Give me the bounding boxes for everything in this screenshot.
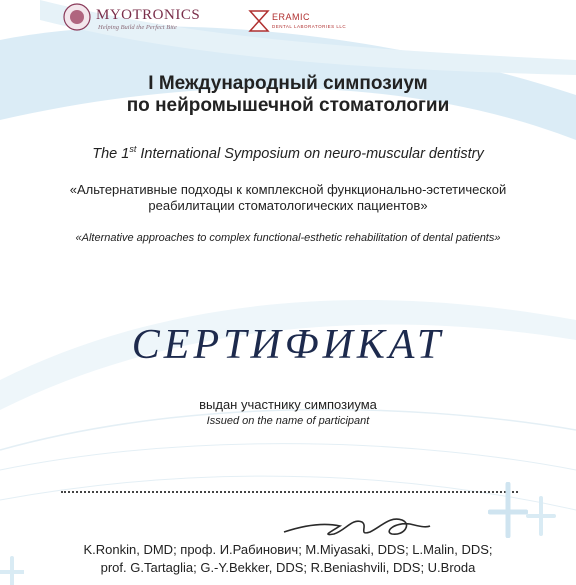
ceramic-brand: ERAMIC: [272, 12, 311, 22]
myotronics-tagline: Helping Build the Perfect Bite: [98, 24, 177, 31]
certificate-heading: СЕРТИФИКАТ: [131, 322, 445, 368]
participant-name-line: [61, 491, 518, 493]
decorative-cross-icon: [488, 482, 528, 538]
symposium-title-ru: I Международный симпозиум по нейромышечной стоматологии: [126, 73, 450, 116]
signature-scribble: [282, 508, 432, 542]
symposium-title-en: [0, 144, 576, 162]
ceramic-hourglass-icon: [246, 8, 272, 34]
myotronics-brand: MYOTRONICS: [96, 7, 201, 23]
decorative-cross-icon: [526, 496, 556, 536]
ceramic-logo: [232, 2, 392, 42]
myotronics-seal-icon: [62, 2, 92, 32]
organizers-line-1: K.Ronkin, DMD; проф. И.Рабинович; M.Miyasaki, DDS; L.Malin, DDS;: [83, 542, 493, 557]
symposium-subtitle-ru: «Альтернативные подходы к комплексной функционально-эстетической реабилитации стоматологических пациентов»: [69, 182, 507, 213]
myotronics-logo: [62, 2, 201, 42]
ceramic-subtitle: DENTAL LABORATORIES LLC: [272, 24, 347, 29]
title-en-prefix: The 1: [92, 145, 130, 162]
title-en-rest: International Symposium on neuro-muscular dentistry: [136, 145, 484, 162]
issued-text-ru: выдан участнику симпозиума: [199, 397, 377, 412]
organizers-list: [0, 541, 576, 577]
decorative-cross-icon: [0, 556, 24, 585]
title-en-ordinal: st: [129, 144, 137, 154]
symposium-subtitle-en: «Alternative approaches to complex functional-esthetic rehabilitation of dental patients»: [75, 232, 501, 244]
organizers-line-2: prof. G.Tartaglia; G.-Y.Bekker, DDS; R.Beniashvili, DDS; U.Broda: [100, 560, 476, 575]
issued-text-en: Issued on the name of participant: [206, 415, 370, 427]
